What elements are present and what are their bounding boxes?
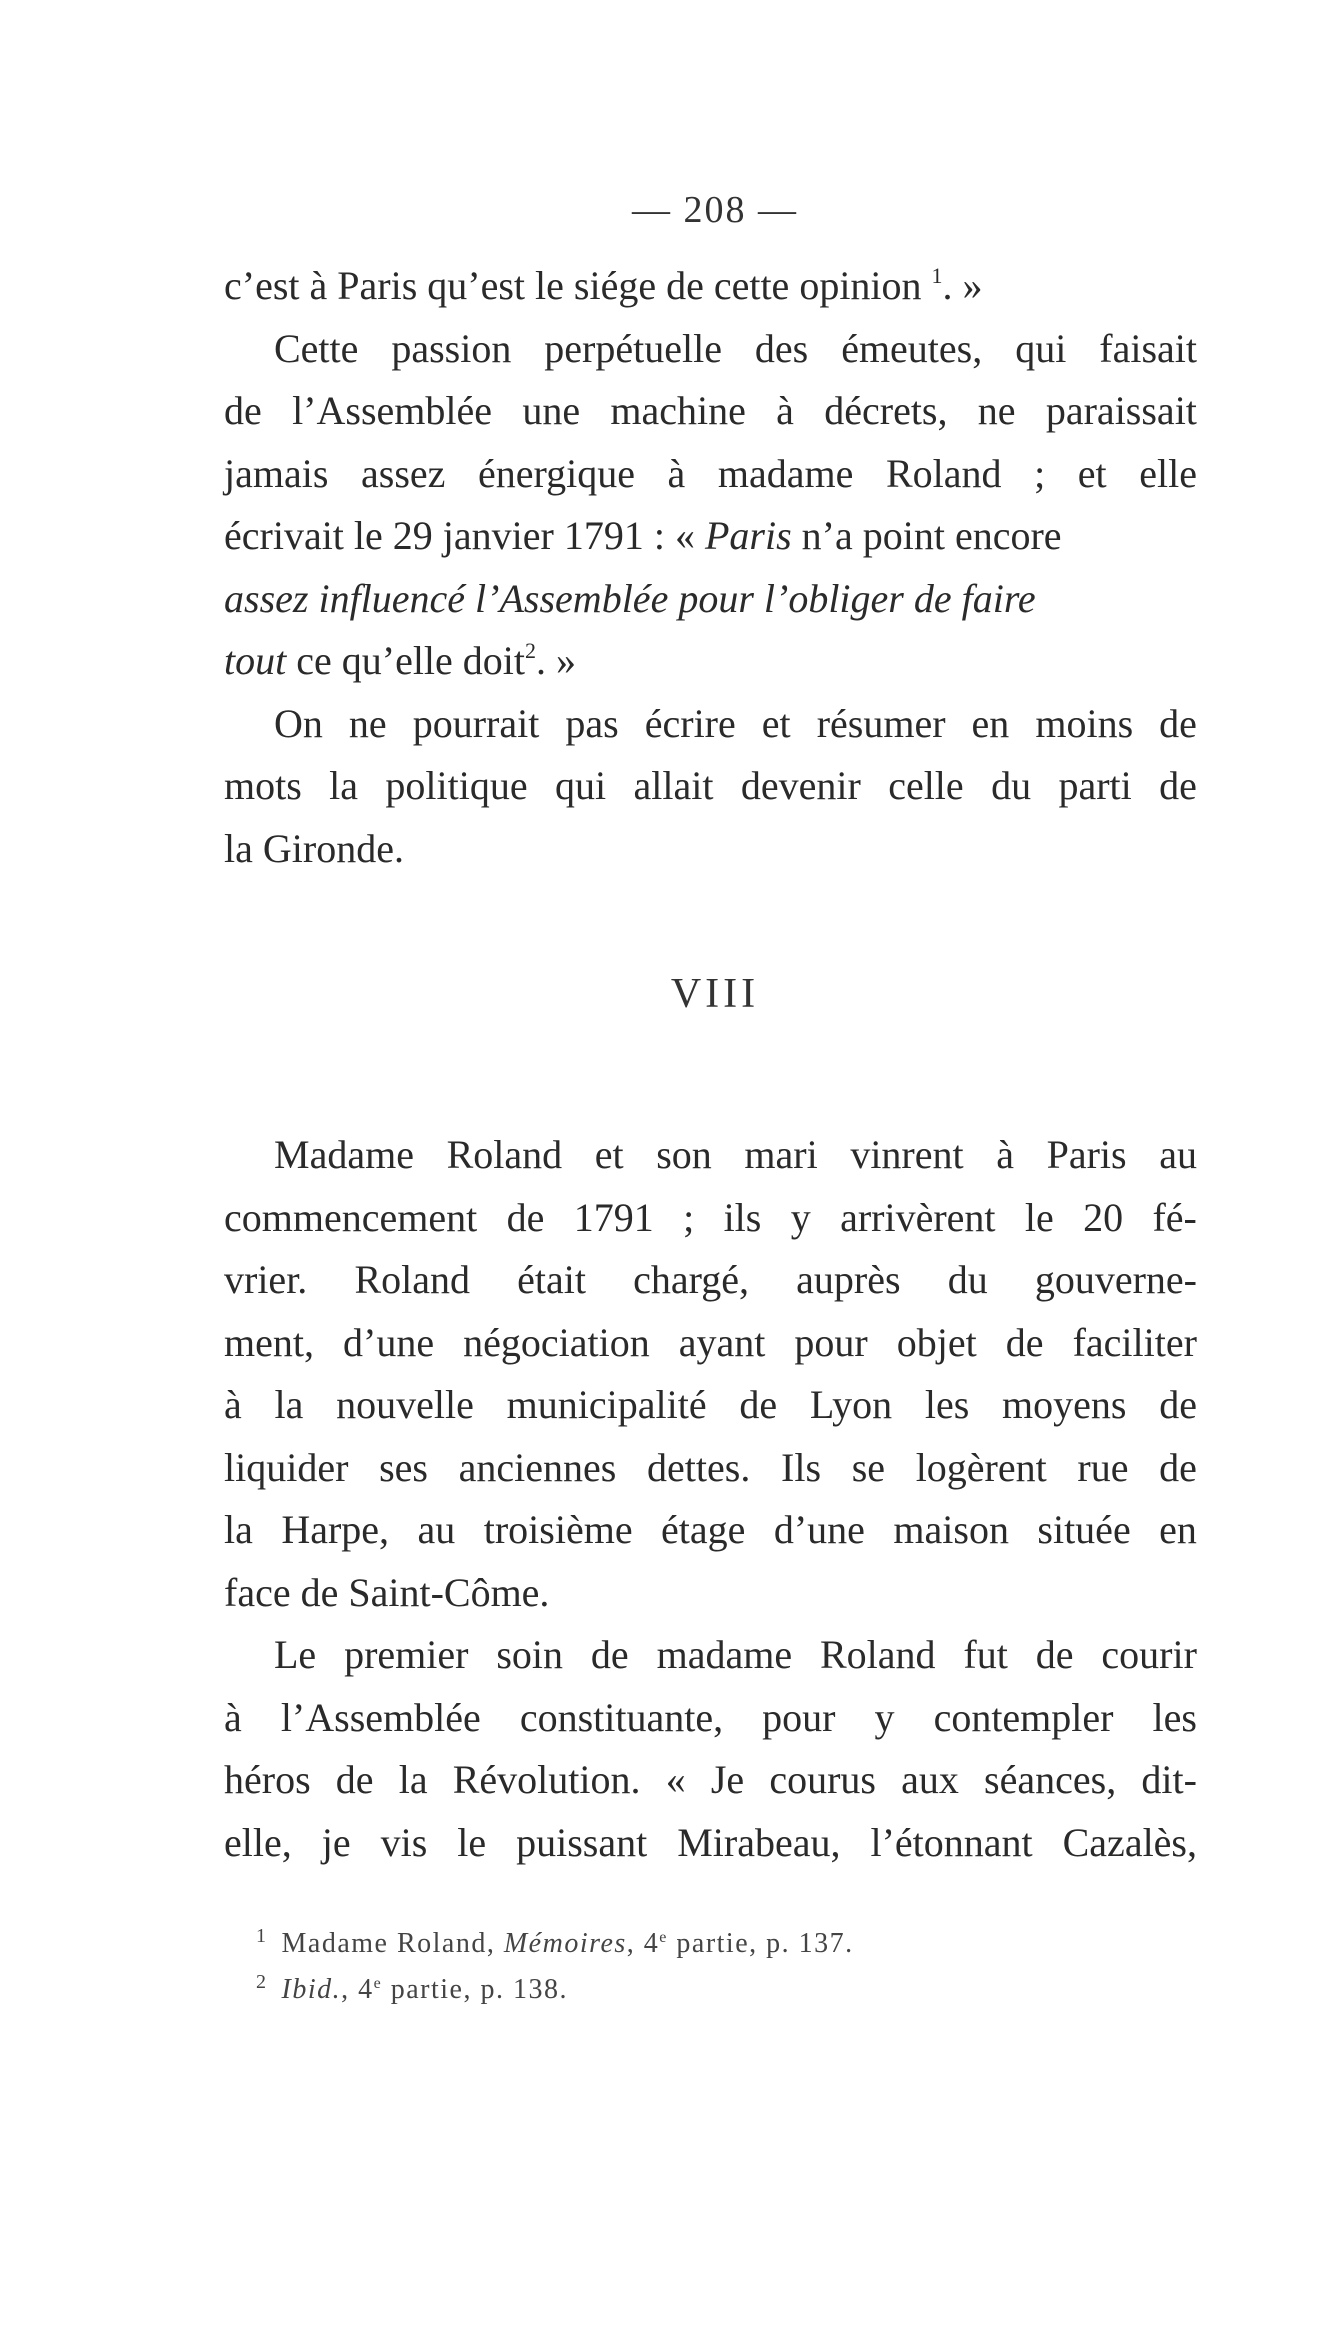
word: de bbox=[1005, 1319, 1044, 1365]
word: vinrent bbox=[850, 1132, 964, 1177]
word: constituante, bbox=[519, 1694, 724, 1740]
word: vrier. bbox=[224, 1257, 308, 1302]
word: étage bbox=[661, 1507, 746, 1552]
word: assez bbox=[361, 450, 446, 496]
word: anciennes bbox=[458, 1444, 617, 1490]
word: de bbox=[590, 1632, 629, 1677]
word: ayant bbox=[678, 1319, 766, 1365]
word: négociation bbox=[463, 1319, 650, 1365]
word: allait bbox=[633, 763, 714, 808]
text-line-content: tout ce qu’elle doit$^2$. » bbox=[224, 638, 577, 683]
word: moyens bbox=[1002, 1382, 1127, 1427]
word: héros bbox=[224, 1757, 311, 1802]
text-line bbox=[224, 1812, 1197, 1875]
text-line-content: écrivait le 29 janvier 1791 : « Paris n’a point encore bbox=[224, 513, 1062, 558]
word: ses bbox=[379, 1444, 428, 1490]
word: « bbox=[665, 1757, 686, 1802]
word: d’une bbox=[773, 1507, 865, 1552]
word: celle bbox=[888, 763, 964, 808]
text-line: la Gironde. bbox=[224, 825, 404, 871]
word: jamais bbox=[224, 450, 329, 496]
text-line bbox=[224, 1687, 1197, 1750]
word: fé- bbox=[1152, 1194, 1197, 1240]
italic-text: assez influencé l’Assemblée pour l’obliger de faire bbox=[224, 575, 1036, 621]
word: la bbox=[224, 1507, 253, 1552]
word: pourrait bbox=[412, 700, 540, 746]
word: les bbox=[924, 1382, 970, 1427]
word: à bbox=[996, 1132, 1014, 1177]
word: située bbox=[1037, 1507, 1131, 1552]
word: Harpe, bbox=[281, 1507, 390, 1552]
word: ne bbox=[977, 388, 1016, 433]
word: du bbox=[991, 763, 1032, 808]
word: machine bbox=[610, 388, 746, 433]
word: au bbox=[417, 1507, 456, 1552]
text-line bbox=[224, 1749, 1197, 1812]
word: Mirabeau, bbox=[677, 1819, 841, 1865]
word: Le bbox=[274, 1632, 317, 1677]
word: Roland bbox=[446, 1132, 563, 1177]
word: 1791 bbox=[573, 1194, 654, 1240]
text-line bbox=[224, 1312, 1197, 1375]
word: nouvelle bbox=[336, 1382, 474, 1427]
word: ment, bbox=[224, 1319, 314, 1365]
text-line bbox=[224, 693, 1197, 756]
text-line bbox=[224, 1249, 1197, 1312]
section-heading: VIII bbox=[670, 971, 760, 1017]
word: la bbox=[274, 1382, 304, 1427]
word: auprès bbox=[796, 1257, 901, 1302]
word: Madame bbox=[274, 1132, 414, 1177]
word: contempler bbox=[933, 1694, 1114, 1740]
footnote-ref-2: 2 bbox=[525, 638, 537, 663]
word: la bbox=[398, 1757, 428, 1802]
word: parti bbox=[1058, 763, 1132, 808]
word: mari bbox=[744, 1132, 818, 1177]
word: résumer bbox=[816, 700, 946, 746]
footnotes bbox=[256, 1917, 1056, 2009]
word: ils bbox=[723, 1194, 762, 1240]
word: ; bbox=[683, 1194, 695, 1240]
text-line bbox=[224, 380, 1197, 443]
word: Roland bbox=[819, 1632, 936, 1677]
word: pas bbox=[565, 700, 619, 746]
word: qui bbox=[555, 763, 607, 808]
word: arrivèrent bbox=[840, 1194, 996, 1240]
word: des bbox=[754, 325, 809, 371]
word: énergique bbox=[477, 450, 635, 496]
word: à bbox=[224, 1694, 242, 1740]
word: Ils bbox=[781, 1444, 822, 1490]
word: Je bbox=[710, 1757, 745, 1802]
text-line bbox=[224, 755, 1197, 818]
word: logèrent bbox=[915, 1444, 1047, 1490]
text-line bbox=[224, 1187, 1197, 1250]
word: à bbox=[667, 450, 686, 496]
text-line bbox=[224, 318, 1197, 381]
word: pour bbox=[762, 1694, 836, 1740]
word: était bbox=[517, 1257, 586, 1302]
word: aux bbox=[901, 1757, 959, 1802]
word: une bbox=[522, 388, 581, 433]
word: Révolution. bbox=[452, 1757, 641, 1802]
word: qui bbox=[1015, 325, 1067, 371]
word: soin bbox=[496, 1632, 564, 1677]
word: émeutes, bbox=[841, 325, 983, 371]
word: chargé, bbox=[633, 1257, 749, 1302]
text-line bbox=[224, 1124, 1197, 1187]
word: municipalité bbox=[506, 1382, 707, 1427]
text-line bbox=[224, 505, 1197, 568]
text-line bbox=[224, 443, 1197, 506]
word: de bbox=[1159, 763, 1197, 808]
text-line bbox=[224, 255, 1197, 318]
word: madame bbox=[717, 450, 854, 496]
word: courus bbox=[769, 1757, 876, 1802]
word: décrets, bbox=[824, 388, 948, 433]
word: pour bbox=[794, 1319, 868, 1365]
word: l’Assemblée bbox=[292, 388, 493, 433]
paragraph-block-2 bbox=[224, 1124, 1197, 1874]
word: premier bbox=[344, 1632, 469, 1677]
footnote-1: $^1$ Madame Roland, Mémoires, 4e partie, p. 137. bbox=[256, 1925, 854, 1959]
word: Roland bbox=[354, 1257, 470, 1302]
word: d’une bbox=[343, 1319, 435, 1365]
word: de bbox=[739, 1382, 778, 1427]
word: fut bbox=[963, 1632, 1008, 1677]
word: elle, bbox=[224, 1819, 292, 1865]
word: faisait bbox=[1099, 325, 1197, 371]
word: Roland bbox=[885, 450, 1002, 496]
word: à bbox=[224, 1382, 242, 1427]
text-line bbox=[224, 1624, 1197, 1687]
word: au bbox=[1159, 1132, 1197, 1177]
page-number: — 208 — bbox=[632, 189, 798, 231]
footnote-mark: 1 bbox=[256, 1925, 268, 1947]
word: en bbox=[1159, 1507, 1197, 1552]
word: la bbox=[329, 763, 359, 808]
word: Paris bbox=[1046, 1132, 1127, 1177]
word: paraissait bbox=[1045, 388, 1197, 433]
text-line bbox=[224, 1437, 1197, 1500]
word: politique bbox=[385, 763, 528, 808]
word: Lyon bbox=[809, 1382, 893, 1427]
word: dettes. bbox=[647, 1444, 751, 1490]
word: Cazalès, bbox=[1062, 1819, 1197, 1865]
word: ne bbox=[348, 700, 387, 746]
paragraph-block-1 bbox=[224, 255, 1197, 880]
word: gouverne- bbox=[1034, 1257, 1197, 1302]
word: l’étonnant bbox=[870, 1819, 1033, 1865]
word: Cette bbox=[274, 325, 359, 371]
word: perpétuelle bbox=[544, 325, 722, 371]
word: devenir bbox=[740, 763, 861, 808]
word: de bbox=[1035, 1632, 1074, 1677]
word: en bbox=[971, 700, 1010, 746]
word: de bbox=[335, 1757, 374, 1802]
word: passion bbox=[391, 325, 512, 371]
word: liquider bbox=[224, 1444, 349, 1490]
word: et bbox=[761, 700, 791, 746]
word: objet bbox=[896, 1319, 977, 1365]
word: de bbox=[224, 388, 262, 433]
word: de bbox=[506, 1194, 545, 1240]
word: rue bbox=[1077, 1444, 1129, 1490]
word: madame bbox=[656, 1632, 793, 1677]
word: les bbox=[1152, 1694, 1197, 1740]
footnote-mark: 2 bbox=[256, 1971, 268, 1993]
word: je bbox=[321, 1819, 351, 1865]
word: à bbox=[776, 388, 794, 433]
word: y bbox=[790, 1194, 811, 1240]
word: et bbox=[594, 1132, 624, 1177]
word: séances, bbox=[984, 1757, 1117, 1802]
text-line bbox=[224, 568, 1197, 631]
text-line: face de Saint-Côme. bbox=[224, 1569, 550, 1615]
word: vis bbox=[380, 1819, 428, 1865]
word: moins bbox=[1035, 700, 1134, 746]
word: maison bbox=[893, 1507, 1009, 1552]
word: du bbox=[947, 1257, 988, 1302]
word: mots bbox=[224, 763, 302, 808]
word: le bbox=[457, 1819, 487, 1865]
word: de bbox=[1159, 1382, 1197, 1427]
text-line bbox=[224, 630, 1197, 693]
word: 20 bbox=[1083, 1194, 1124, 1240]
word: de bbox=[1159, 1444, 1197, 1490]
text-line bbox=[224, 1374, 1197, 1437]
word: se bbox=[851, 1444, 886, 1490]
text-line bbox=[224, 1499, 1197, 1562]
footnote-2: $^2$ Ibid., 4e partie, p. 138. bbox=[256, 1971, 568, 2005]
word: On bbox=[274, 700, 323, 746]
word: courir bbox=[1101, 1632, 1197, 1677]
word: troisième bbox=[483, 1507, 633, 1552]
word: et bbox=[1077, 450, 1107, 496]
word: faciliter bbox=[1072, 1319, 1197, 1365]
word: l’Assemblée bbox=[280, 1694, 481, 1740]
word: écrire bbox=[644, 700, 736, 746]
word: y bbox=[874, 1694, 895, 1740]
word: elle bbox=[1139, 450, 1197, 496]
word: de bbox=[1159, 700, 1197, 746]
word: ; bbox=[1034, 450, 1046, 496]
text-line-content: c’est à Paris qu’est le siége de cette opinion $^1$. » bbox=[224, 263, 983, 308]
footnote-ref-1: 1 bbox=[931, 263, 943, 288]
word: le bbox=[1024, 1194, 1054, 1240]
word: puissant bbox=[516, 1819, 648, 1865]
word: commencement bbox=[224, 1194, 478, 1240]
word: son bbox=[656, 1132, 712, 1177]
word: dit- bbox=[1141, 1757, 1197, 1802]
